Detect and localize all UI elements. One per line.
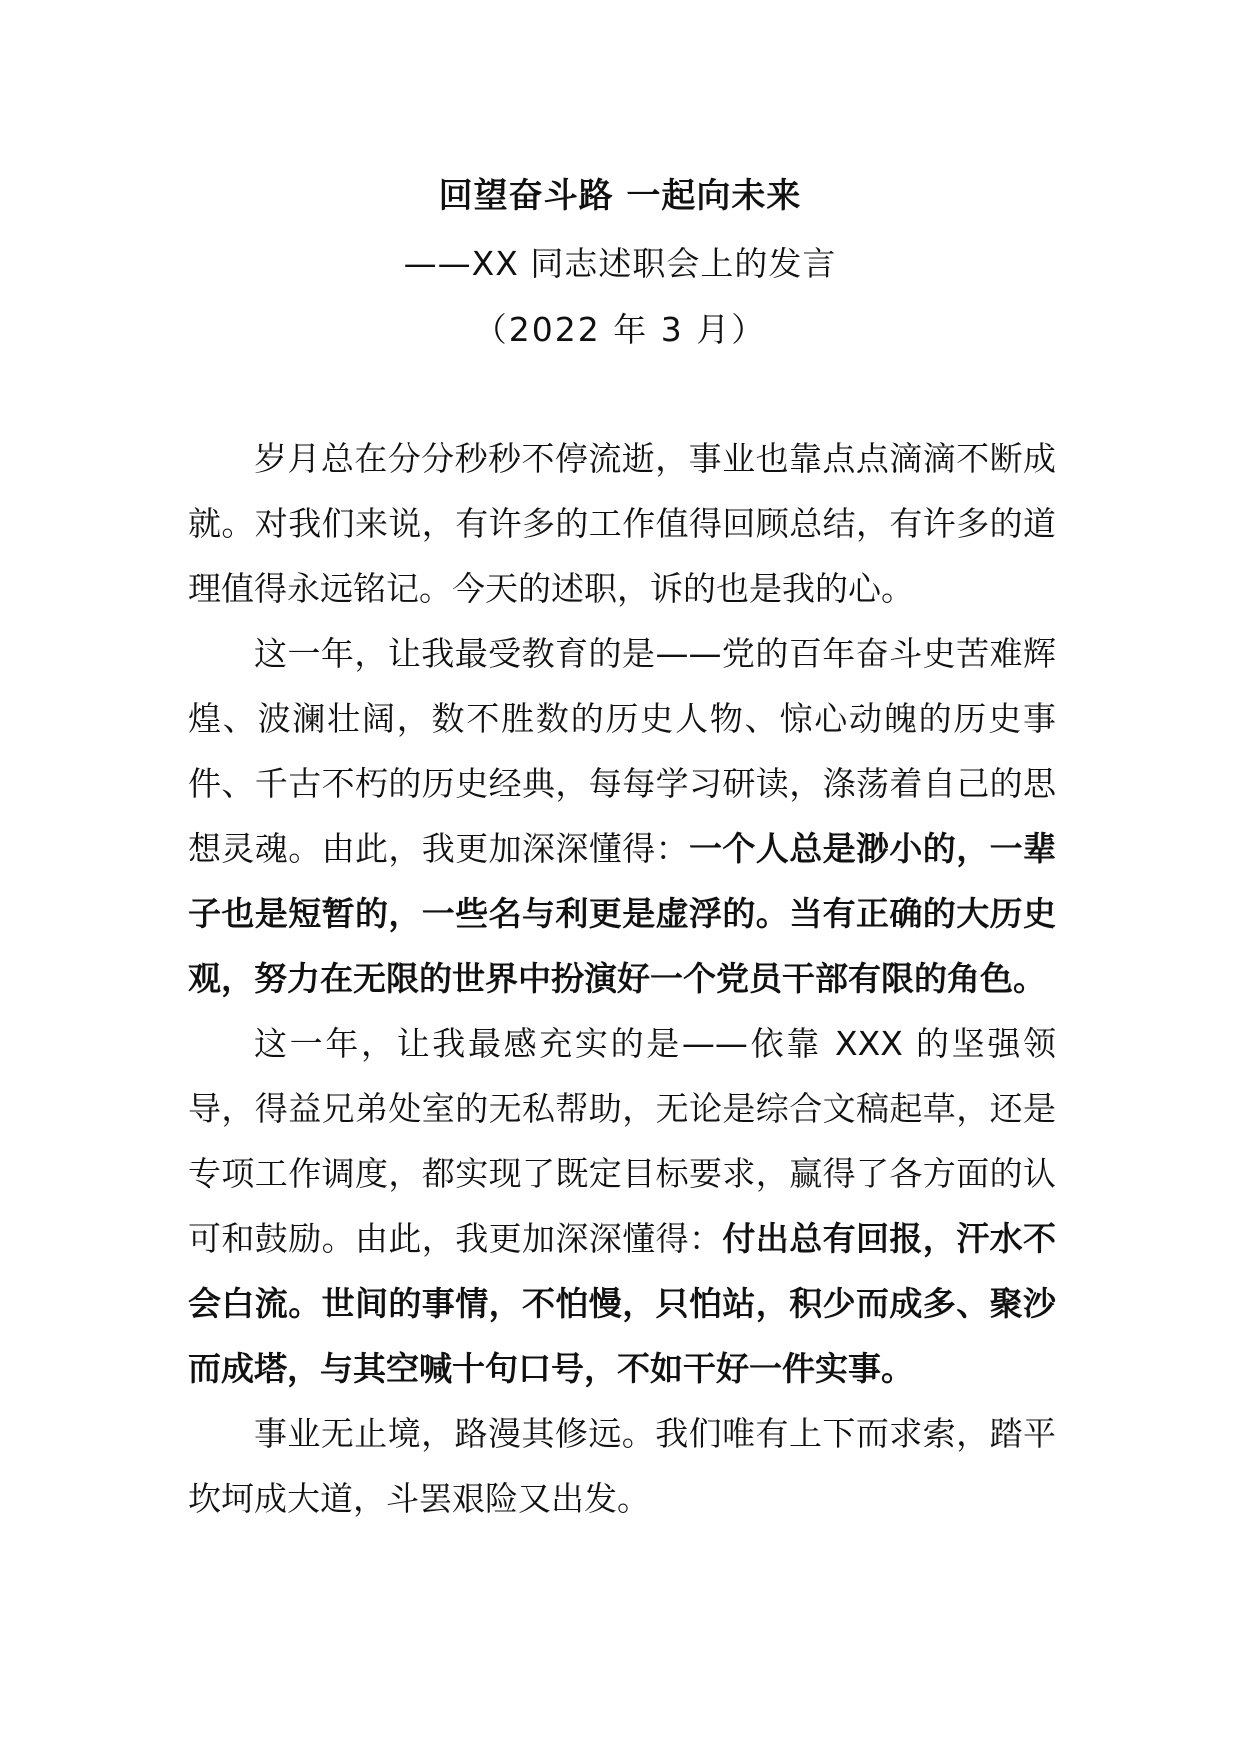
paragraph-1: [188, 426, 1056, 621]
document-subtitle: ——XX 同志述职会上的发言: [403, 244, 837, 283]
paragraph-2: [188, 621, 1056, 1011]
paragraph-bold-text: 付出总有回报，汗水不会白流。世间的事情，不怕慢，只怕站，积少而成多、聚沙而成塔，与其空喊十句口号，不如干好一件实事。: [188, 1219, 1057, 1388]
document-title: 回望奋斗路 一起向未来: [438, 176, 802, 216]
paragraph-text: 这一年，让我最感充实的是——依靠 XXX 的坚强领导，得益兄弟处室的无私帮助，无论是综合文稿起草，还是专项工作调度，都实现了既定目标要求，赢得了各方面的认可和鼓励。由此，我更加深深懂得：: [188, 1024, 1056, 1258]
paragraph-text: 事业无止境，路漫其修远。我们唯有上下而求索，踏平坎坷成大道，斗罢艰险又出发。: [188, 1414, 1056, 1518]
paragraph-bold-text: 一个人总是渺小的，一辈子也是短暂的，一些名与利更是虚浮的。当有正确的大历史观，努力在无限的世界中扮演好一个党员干部有限的角色。: [188, 829, 1057, 998]
paragraph-3: [188, 1011, 1056, 1401]
document-body: [188, 426, 1056, 1531]
paragraph-4: [188, 1401, 1056, 1531]
document-date: （2022 年 3 月）: [473, 310, 767, 349]
paragraph-text: 岁月总在分分秒秒不停流逝，事业也靠点点滴滴不断成就。对我们来说，有许多的工作值得回顾总结，有许多的道理值得永远铭记。今天的述职，诉的也是我的心。: [188, 439, 1056, 608]
paragraph-text: 这一年，让我最受教育的是——党的百年奋斗史苦难辉煌、波澜壮阔，数不胜数的历史人物、惊心动魄的历史事件、千古不朽的历史经典，每每学习研读，涤荡着自己的思想灵魂。由此，我更加深深懂得：: [188, 634, 1056, 868]
